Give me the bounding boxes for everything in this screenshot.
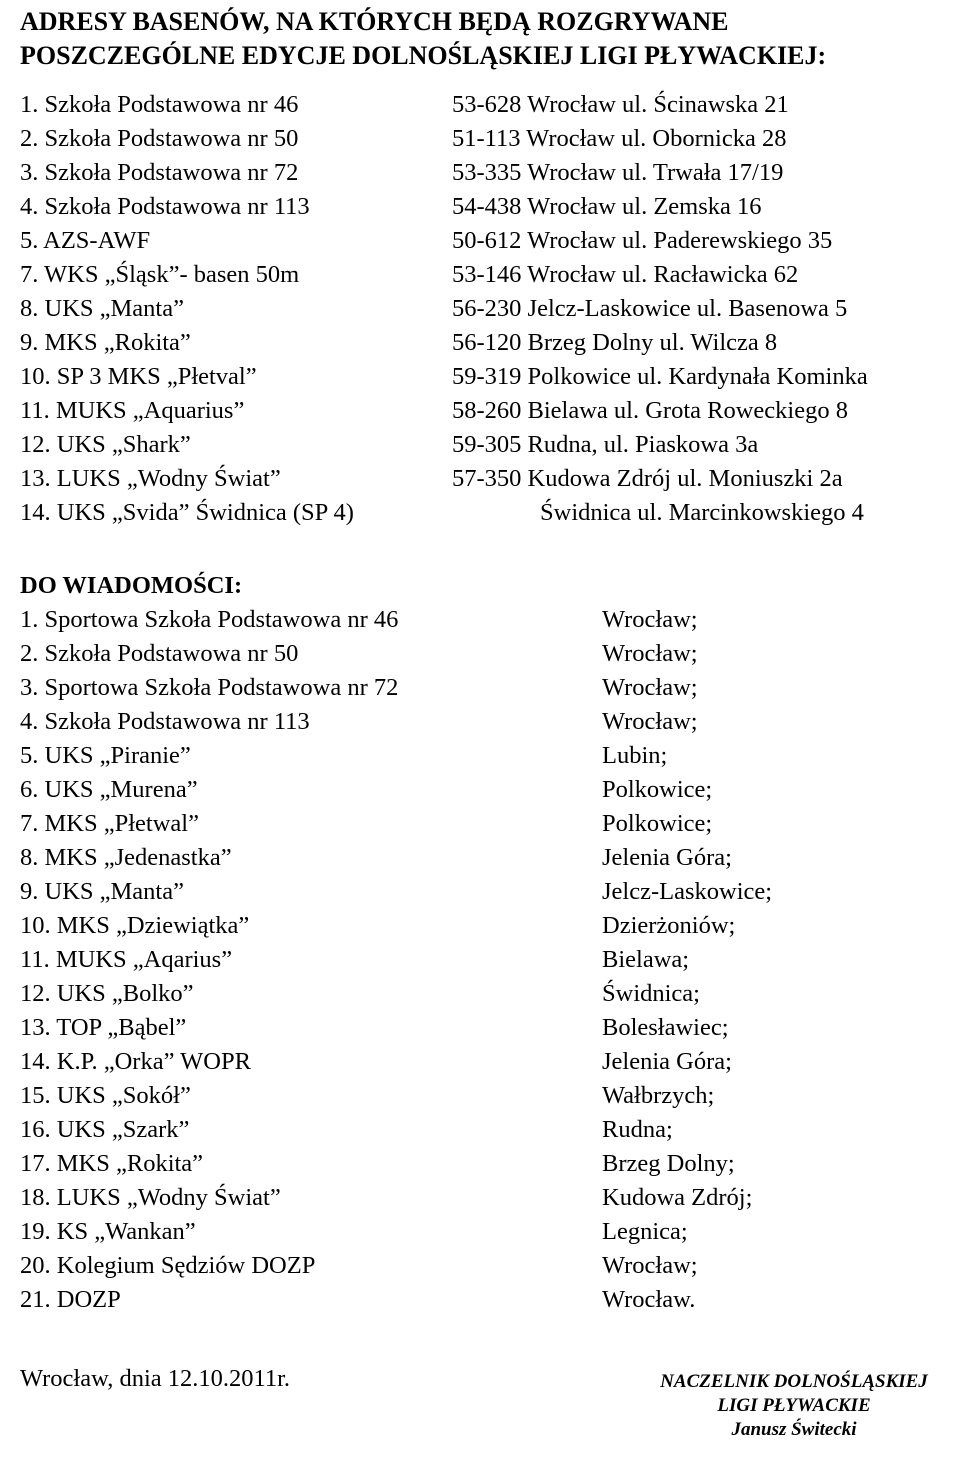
recipient-name: 9. UKS „Manta”: [20, 878, 184, 905]
recipient-city: Bolesławiec;: [602, 1014, 729, 1041]
recipient-city: Kudowa Zdrój;: [602, 1184, 753, 1211]
recipient-name: 18. LUKS „Wodny Świat”: [20, 1184, 281, 1211]
recipient-name: 7. MKS „Płetwal”: [20, 810, 199, 837]
recipient-city: Bielawa;: [602, 946, 690, 973]
recipient-city: Polkowice;: [602, 810, 713, 837]
pool-address: 57-350 Kudowa Zdrój ul. Moniuszki 2a: [452, 465, 843, 492]
recipient-city: Wrocław;: [602, 640, 698, 667]
recipient-name: 10. MKS „Dziewiątka”: [20, 912, 250, 939]
recipient-city: Polkowice;: [602, 776, 713, 803]
pool-address: 59-305 Rudna, ul. Piaskowa 3a: [452, 431, 759, 458]
pool-address: 54-438 Wrocław ul. Zemska 16: [452, 193, 762, 220]
recipient-city: Wrocław.: [602, 1286, 696, 1313]
recipient-name: 11. MUKS „Aqarius”: [20, 946, 233, 973]
pool-name: 11. MUKS „Aquarius”: [20, 397, 245, 424]
signature-block: [634, 1370, 954, 1442]
recipient-name: 20. Kolegium Sędziów DOZP: [20, 1252, 316, 1279]
recipient-name: 19. KS „Wankan”: [20, 1218, 196, 1245]
pool-name: 8. UKS „Manta”: [20, 295, 184, 322]
signature-line-1: NACZELNIK DOLNOŚLĄSKIEJ: [660, 1371, 928, 1392]
recipient-city: Lubin;: [602, 742, 668, 769]
recipient-city: Legnica;: [602, 1218, 688, 1245]
title-line-2: POSZCZEGÓLNE EDYCJE DOLNOŚLĄSKIEJ LIGI PŁYWACKIEJ:: [20, 41, 827, 70]
recipient-city: Wrocław;: [602, 606, 698, 633]
recipient-city: Jelenia Góra;: [602, 1048, 732, 1075]
recipient-name: 6. UKS „Murena”: [20, 776, 198, 803]
recipient-name: 8. MKS „Jedenastka”: [20, 844, 232, 871]
pool-address: 51-113 Wrocław ul. Obornicka 28: [452, 125, 787, 152]
pool-address: 56-230 Jelcz-Laskowice ul. Basenowa 5: [452, 295, 848, 322]
document-title: [20, 5, 950, 73]
notice-heading: DO WIADOMOŚCI:: [20, 572, 243, 599]
pool-name: 3. Szkoła Podstawowa nr 72: [20, 159, 299, 186]
signature-line-2: LIGI PŁYWACKIE: [717, 1395, 871, 1416]
pool-address: 53-335 Wrocław ul. Trwała 17/19: [452, 159, 784, 186]
recipient-city: Jelenia Góra;: [602, 844, 732, 871]
pool-name: 9. MKS „Rokita”: [20, 329, 191, 356]
signature-name: Janusz Świtecki: [731, 1419, 857, 1440]
recipient-city: Wrocław;: [602, 674, 698, 701]
recipient-city: Dzierżoniów;: [602, 912, 736, 939]
pool-name: 10. SP 3 MKS „Płetval”: [20, 363, 257, 390]
pool-name: 14. UKS „Svida” Świdnica (SP 4): [20, 499, 354, 526]
recipient-name: 14. K.P. „Orka” WOPR: [20, 1048, 251, 1075]
recipient-name: 13. TOP „Bąbel”: [20, 1014, 187, 1041]
pool-address: Świdnica ul. Marcinkowskiego 4: [540, 499, 864, 526]
recipient-city: Świdnica;: [602, 980, 700, 1007]
recipient-name: 1. Sportowa Szkoła Podstawowa nr 46: [20, 606, 399, 633]
recipient-name: 3. Sportowa Szkoła Podstawowa nr 72: [20, 674, 399, 701]
recipient-name: 4. Szkoła Podstawowa nr 113: [20, 708, 310, 735]
pool-name: 1. Szkoła Podstawowa nr 46: [20, 91, 299, 118]
pool-address: 56-120 Brzeg Dolny ul. Wilcza 8: [452, 329, 778, 356]
recipient-city: Brzeg Dolny;: [602, 1150, 735, 1177]
recipient-city: Wrocław;: [602, 1252, 698, 1279]
recipient-name: 16. UKS „Szark”: [20, 1116, 190, 1143]
pool-address: 58-260 Bielawa ul. Grota Roweckiego 8: [452, 397, 848, 424]
recipient-name: 5. UKS „Piranie”: [20, 742, 191, 769]
pool-address: 53-146 Wrocław ul. Racławicka 62: [452, 261, 799, 288]
pool-name: 7. WKS „Śląsk”- basen 50m: [20, 261, 300, 288]
recipient-city: Wrocław;: [602, 708, 698, 735]
pool-name: 12. UKS „Shark”: [20, 431, 191, 458]
recipient-name: 21. DOZP: [20, 1286, 121, 1313]
recipient-city: Jelcz-Laskowice;: [602, 878, 773, 905]
pool-name: 5. AZS-AWF: [20, 227, 151, 254]
pool-address: 59-319 Polkowice ul. Kardynała Kominka: [452, 363, 868, 390]
recipient-city: Rudna;: [602, 1116, 673, 1143]
recipient-city: Wałbrzych;: [602, 1082, 715, 1109]
pool-address: 50-612 Wrocław ul. Paderewskiego 35: [452, 227, 833, 254]
recipient-name: 17. MKS „Rokita”: [20, 1150, 204, 1177]
recipient-name: 12. UKS „Bolko”: [20, 980, 194, 1007]
pool-name: 13. LUKS „Wodny Świat”: [20, 465, 281, 492]
pool-name: 2. Szkoła Podstawowa nr 50: [20, 125, 299, 152]
title-line-1: ADRESY BASENÓW, NA KTÓRYCH BĘDĄ ROZGRYWANE: [20, 7, 729, 36]
pool-address: 53-628 Wrocław ul. Ścinawska 21: [452, 91, 789, 118]
recipient-name: 15. UKS „Sokół”: [20, 1082, 191, 1109]
document-date: Wrocław, dnia 12.10.2011r.: [20, 1365, 291, 1392]
pool-name: 4. Szkoła Podstawowa nr 113: [20, 193, 310, 220]
recipient-name: 2. Szkoła Podstawowa nr 50: [20, 640, 299, 667]
